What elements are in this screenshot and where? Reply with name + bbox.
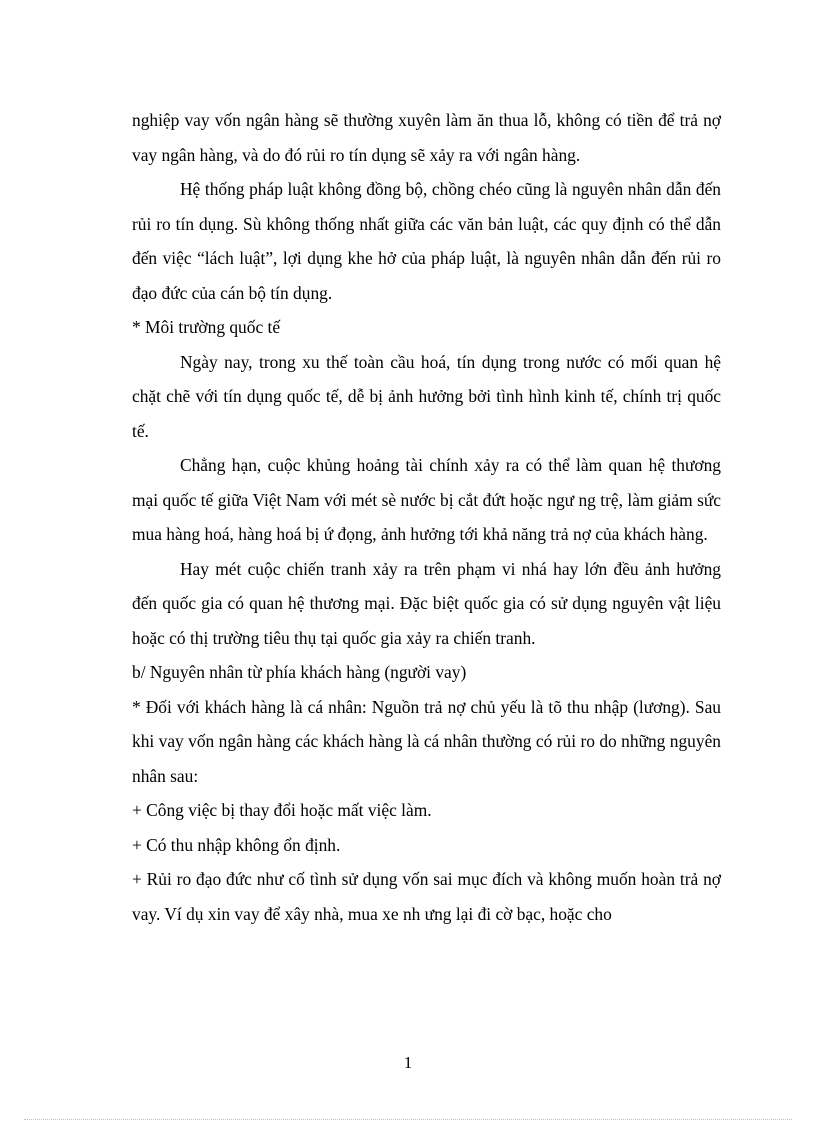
paragraph-2: Hệ thống pháp luật không đồng bộ, chồng chéo cũng là nguyên nhân dẫn đến rủi ro tín dụng. Sù không thống nhất giữa các văn bản luật, các quy định có thể dẫn đến việc “lách luật”, lợi dụng khe hở của pháp luật, là nguyên nhân dẫn đến rủi ro đạo đức của cán bộ tín dụng.	[132, 179, 721, 303]
section-heading-customer-causes: b/ Nguyên nhân từ phía khách hàng (người vay)	[132, 662, 467, 682]
list-item-unstable-income: + Có thu nhập không ổn định.	[132, 834, 341, 855]
paragraph-6: Hay mét cuộc chiến tranh xảy ra trên phạm vi nhá hay lớn đều ảnh hưởng đến quốc gia có quan hệ thương mại. Đặc biệt quốc gia có sử dụng nguyên vật liệu hoặc có thị trường tiêu thụ tại quốc gia xảy ra chiến tranh.	[132, 558, 721, 648]
list-item-moral-risk: + Rủi ro đạo đức như cố tình sử dụng vốn sai mục đích và không muốn hoàn trả nợ vay. Ví dụ xin vay để xây nhà, mua xe nh ưng lại đi cờ bạc, hoặc cho	[132, 869, 721, 924]
paragraph-5: Chẳng hạn, cuộc khủng hoảng tài chính xảy ra có thể làm quan hệ thương mại quốc tế giữa Việt Nam với mét sè nước bị cắt đứt hoặc ngư ng trệ, làm giảm sức mua hàng hoá, hàng hoá bị ứ đọng, ảnh hưởng tới khả năng trả nợ của khách hàng.	[132, 455, 721, 544]
page-bottom-divider	[24, 1119, 792, 1120]
page-number: 1	[403, 1053, 413, 1072]
body-text	[132, 103, 721, 931]
paragraph-1: nghiệp vay vốn ngân hàng sẽ thường xuyên làm ăn thua lỗ, không có tiền để trả nợ vay ngân hàng, và do đó rủi ro tín dụng sẽ xảy ra với ngân hàng.	[132, 110, 721, 165]
paragraph-4: Ngày nay, trong xu thế toàn cầu hoá, tín dụng trong nước có mối quan hệ chặt chẽ với tín dụng quốc tế, dễ bị ảnh hưởng bởi tình hình kinh tế, chính trị quốc tế.	[132, 351, 721, 441]
section-heading-international-environment: * Môi trường quốc tế	[132, 317, 281, 337]
paragraph-8: * Đối với khách hàng là cá nhân: Nguồn trả nợ chủ yếu là tõ thu nhập (lương). Sau khi vay vốn ngân hàng các khách hàng là cá nhân thường có rủi ro do những nguyên nhân sau:	[132, 696, 721, 786]
list-item-job-change: + Công việc bị thay đổi hoặc mất việc làm.	[132, 800, 432, 820]
